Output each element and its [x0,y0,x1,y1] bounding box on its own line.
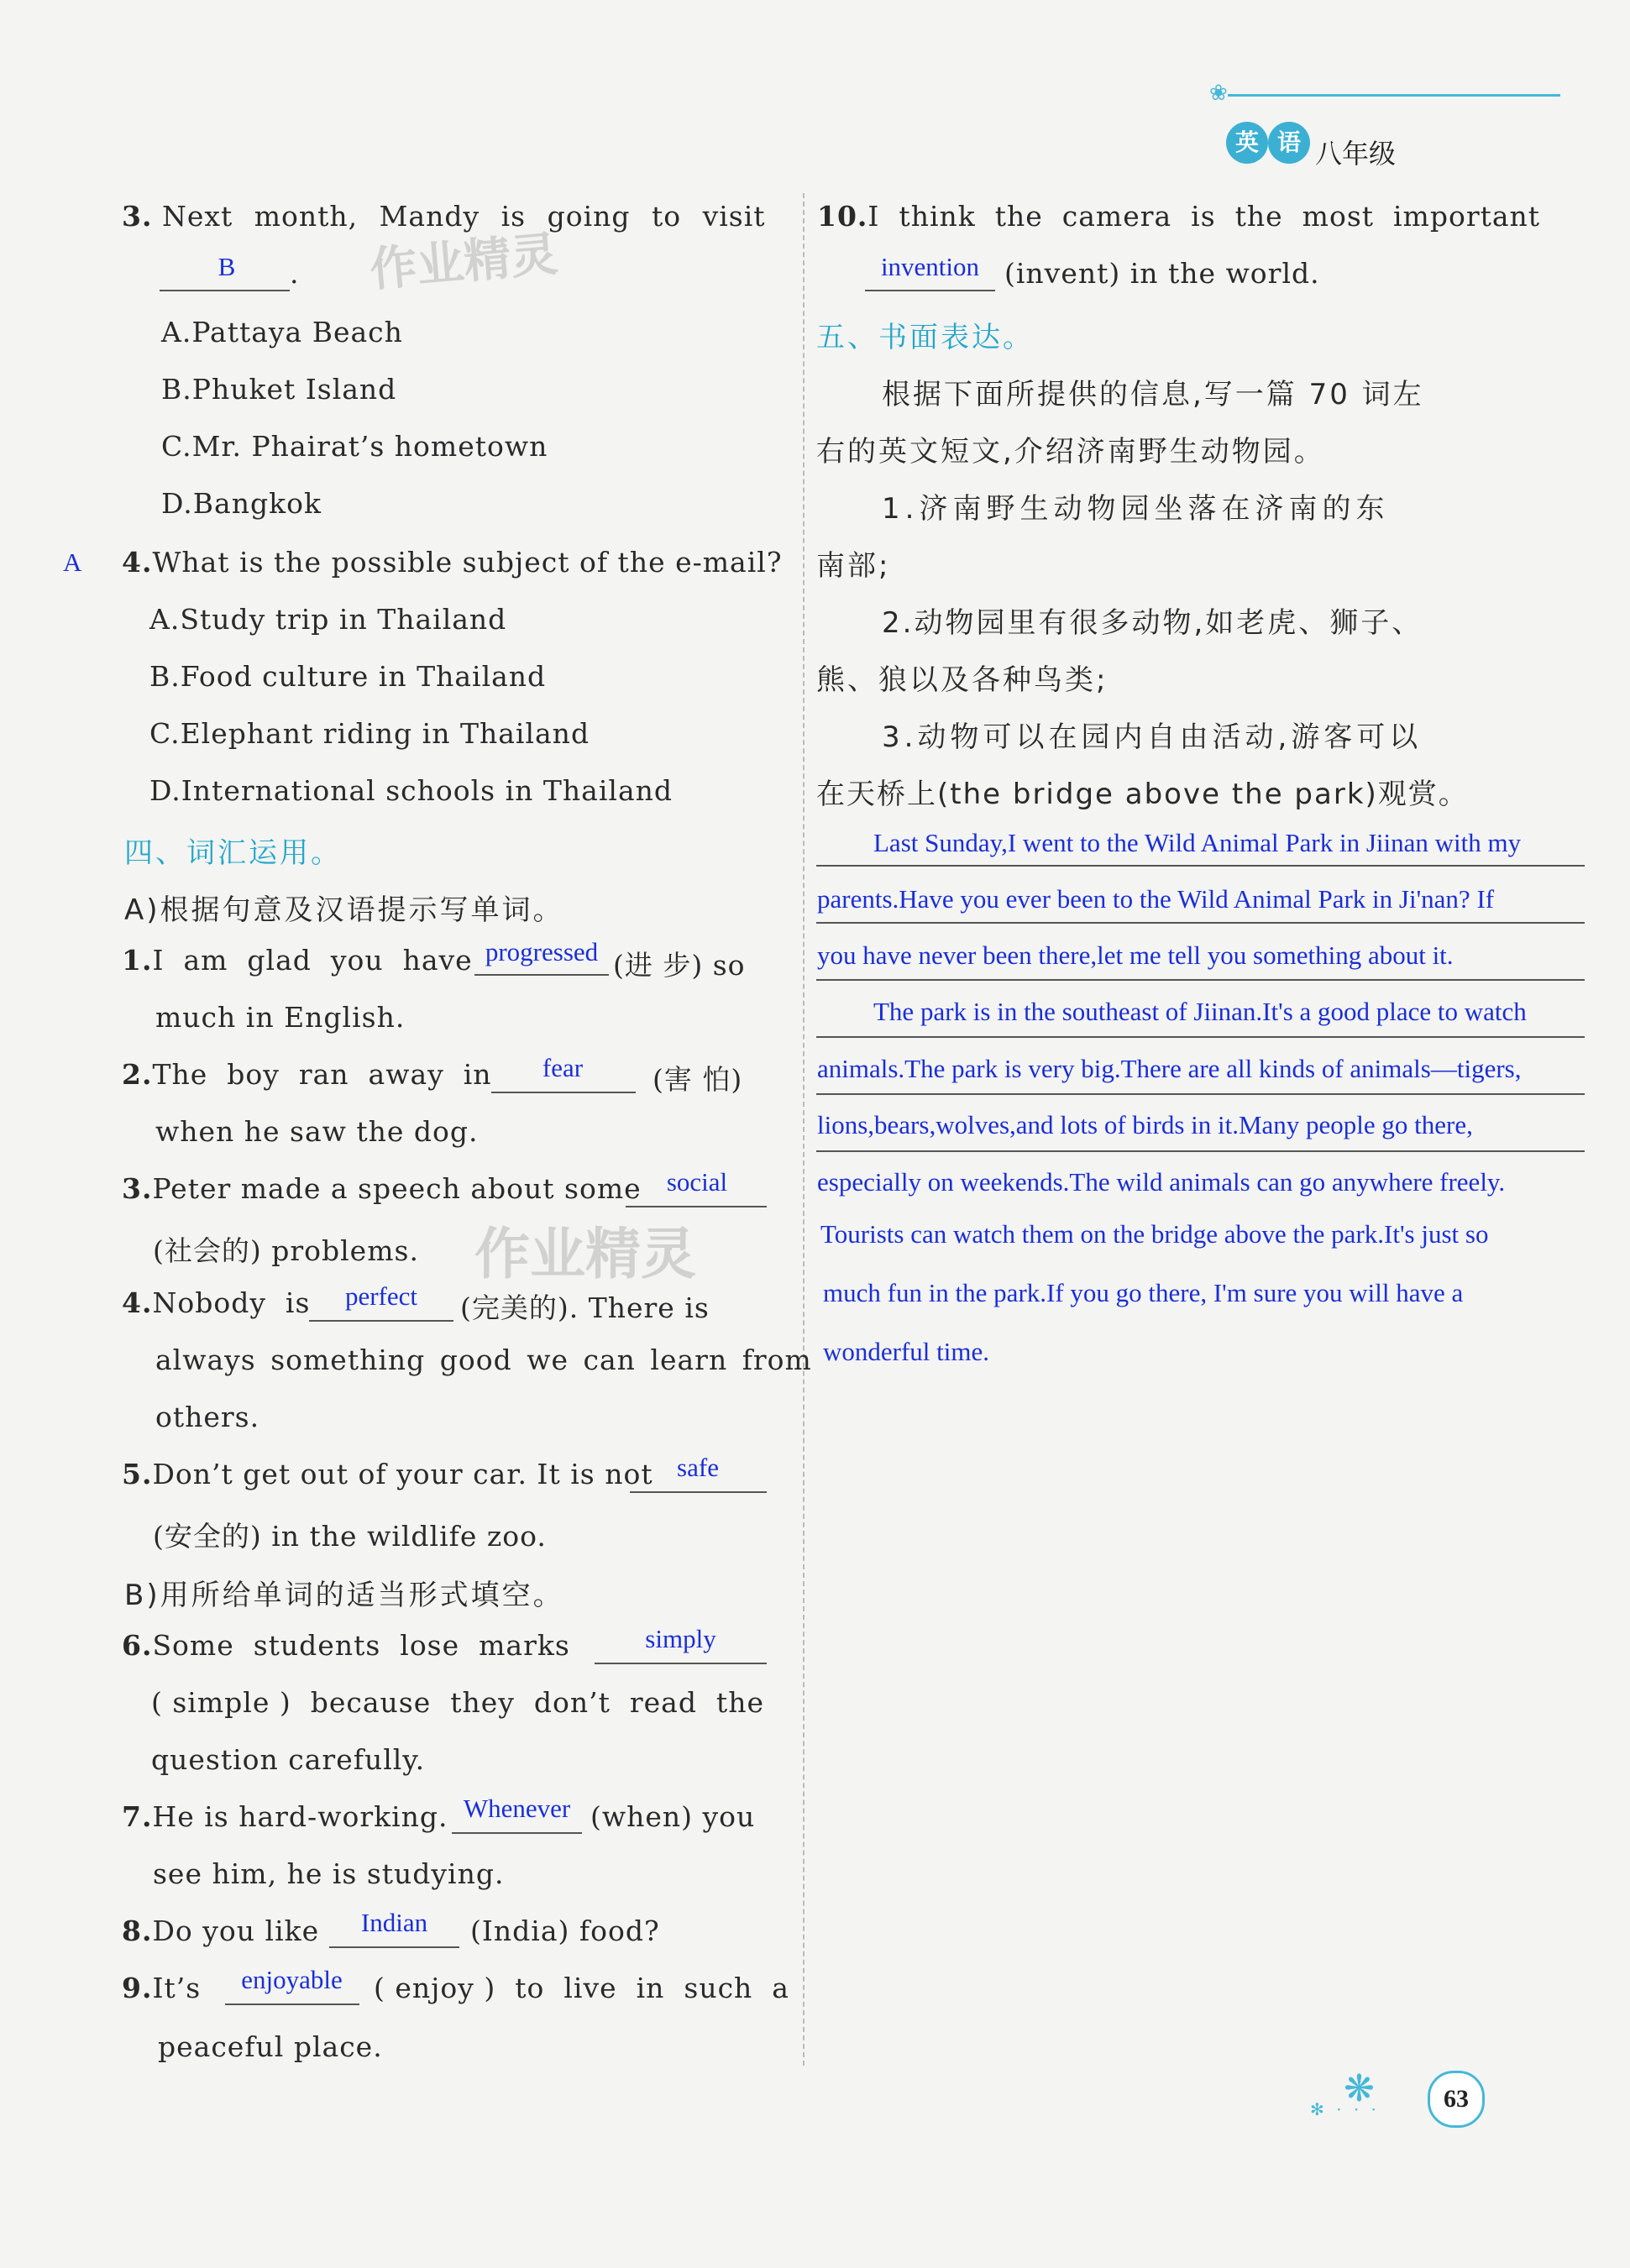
line-continuation: much in English. [155,1001,406,1034]
answer-line [865,290,995,291]
question-number: 5. [122,1458,153,1490]
question-text: I am glad you have [152,944,473,977]
column-divider [803,193,805,2066]
line-continuation: see him, he is studying. [153,1857,505,1890]
option-a: A.Pattaya Beach [161,316,403,348]
answer-line [474,974,609,976]
line-continuation: others. [155,1401,260,1433]
hint: (进 步) so [613,949,746,982]
post-text: ( enjoy ) to live in such a [374,1972,789,2004]
essay-rule [816,1150,1585,1152]
question-text: Next month, Mandy is going to visit [161,200,766,233]
option-c: C.Mr. Phairat’s hometown [161,430,548,463]
question-text: It’s [152,1972,202,2004]
section-4-title: 四、词汇运用。 [124,836,342,870]
essay-line: wonderful time. [823,1337,990,1366]
vocab-4 [122,1286,310,1319]
answer-line [630,1491,767,1493]
option-b: B.Food culture in Thailand [149,660,547,693]
question-number: 9. [122,1972,153,2004]
answer-v7: Whenever [463,1794,571,1823]
answer-line [491,1092,636,1093]
flower-icon: ❋ [1344,2067,1375,2110]
question-number: 3. [122,1172,153,1205]
subject-badge-2: 语 [1268,122,1310,164]
vocab-9 [122,1972,201,2004]
answer-line [452,1832,582,1834]
answer-v9: enjoyable [241,1965,343,1994]
line-continuation: question carefully. [151,1743,426,1776]
essay-line: Last Sunday,I went to the Wild Animal Park in Jiinan with my [873,828,1522,857]
header-swirl-icon: ❀ [1209,81,1228,106]
essay-rule [816,865,1585,867]
essay-line: especially on weekends.The wild animals can go anywhere freely. [817,1167,1506,1197]
question-number: 8. [122,1914,153,1947]
answer-q4: A [63,547,82,577]
grade-label: 八年级 [1315,138,1397,170]
vocab-10 [817,200,1540,233]
answer-v5: safe [677,1453,719,1482]
page-number: 63 [1428,2071,1485,2128]
essay-line: you have never been there,let me tell you something about it. [817,940,1454,970]
essay-line: animals.The park is very big.There are all kinds of animals—tigers, [817,1054,1522,1083]
line-continuation: (社会的) problems. [153,1234,419,1267]
question-text: Nobody is [152,1286,311,1319]
part-a-title: A)根据句意及汉语提示写单词。 [124,893,564,927]
answer-line [309,1320,453,1322]
essay-rule [816,1093,1585,1095]
answer-v6: simply [645,1624,716,1653]
prompt-line: 熊、狼以及各种鸟类; [816,663,1109,697]
question-4 [122,546,783,579]
header-rule [1228,94,1560,97]
answer-v8: Indian [360,1908,428,1937]
question-number: 6. [122,1629,153,1662]
hint: (害 怕) [653,1063,743,1096]
post-text: (完美的). There is [460,1291,710,1324]
essay-rule [816,1036,1585,1038]
prompt-line: 南部; [816,549,891,583]
post-text: (invent) in the world. [1004,257,1320,290]
question-number: 4. [122,546,153,579]
line-continuation: peaceful place. [158,2030,383,2063]
vocab-2 [122,1058,492,1091]
question-text: He is hard-working. [152,1800,448,1833]
essay-line: lions,bears,wolves,and lots of birds in it.Many people go there, [817,1110,1473,1139]
vocab-1 [122,944,473,977]
essay-line: much fun in the park.If you go there, I'm sure you will have a [823,1278,1464,1307]
essay-line: parents.Have you ever been to the Wild Animal Park in Ji'nan? If [817,884,1495,914]
watermark: 作业精灵 [474,1222,696,1286]
essay-line: Tourists can watch them on the bridge above the park.It's just so [820,1219,1489,1249]
option-d: D.International schools in Thailand [149,774,673,807]
question-text: Don’t get out of your car. It is not [152,1458,653,1490]
question-number: 2. [122,1058,153,1091]
part-b-title: B)用所给单词的适当形式填空。 [124,1579,564,1612]
line-continuation: when he saw the dog. [155,1115,479,1148]
answer-line [626,1206,767,1207]
answer-v3: social [666,1167,728,1197]
essay-rule [816,922,1585,924]
prompt-line: 3.动物可以在园内自由活动,游客可以 [882,720,1423,754]
prompt-line: 右的英文短文,介绍济南野生动物园。 [816,435,1325,469]
line-continuation: (安全的) in the wildlife zoo. [153,1520,547,1553]
vocab-7 [122,1800,448,1833]
essay-line: The park is in the southeast of Jiinan.It's a good place to watch [873,997,1527,1026]
answer-v2: fear [542,1053,584,1082]
answer-v10: invention [880,252,980,281]
answer-line [160,290,290,291]
dot-trail-icon: ✻ · · · [1310,2099,1380,2119]
vocab-8 [122,1914,319,1947]
option-d: D.Bangkok [161,487,322,520]
line-continuation: always something good we can learn from [155,1344,812,1376]
section-5-title: 五、书面表达。 [816,321,1034,354]
question-number: 10. [817,200,868,233]
prompt-line: 在天桥上(the bridge above the park)观赏。 [816,778,1469,811]
question-text: Some students lose marks [152,1629,570,1662]
question-text: The boy ran away in [152,1058,492,1091]
answer-v1: progressed [485,937,599,966]
answer-v4: perfect [344,1281,418,1311]
vocab-3 [122,1172,642,1205]
post-text: (when) you [590,1800,756,1833]
option-b: B.Phuket Island [161,373,397,406]
question-text: What is the possible subject of the e-mail? [152,546,783,579]
essay-rule [816,979,1585,981]
question-text: I think the camera is the most important [867,200,1541,233]
question-text: Do you like [152,1914,320,1947]
post-text: (India) food? [470,1914,660,1947]
question-number: 7. [122,1800,153,1833]
prompt-line: 1.济南野生动物园坐落在济南的东 [882,492,1390,526]
option-a: A.Study trip in Thailand [149,603,507,636]
answer-line [225,2003,359,2005]
vocab-5 [122,1458,653,1490]
watermark: 作业精灵 [367,227,560,298]
line-continuation: ( simple ) because they don’t read the [151,1686,764,1719]
prompt-line: 根据下面所提供的信息,写一篇 70 词左 [882,378,1424,411]
sentence-end: . [290,257,300,290]
question-number: 1. [122,944,153,977]
answer-line [329,1946,459,1948]
answer-q3: B [218,252,236,281]
vocab-6 [122,1629,570,1662]
answer-line [595,1663,767,1664]
question-text: Peter made a speech about some [152,1172,642,1205]
subject-badge-1: 英 [1226,122,1268,164]
question-3 [122,200,766,233]
option-c: C.Elephant riding in Thailand [149,717,590,750]
question-number: 3. [122,200,153,233]
question-number: 4. [122,1286,153,1319]
prompt-line: 2.动物园里有很多动物,如老虎、狮子、 [882,606,1423,640]
